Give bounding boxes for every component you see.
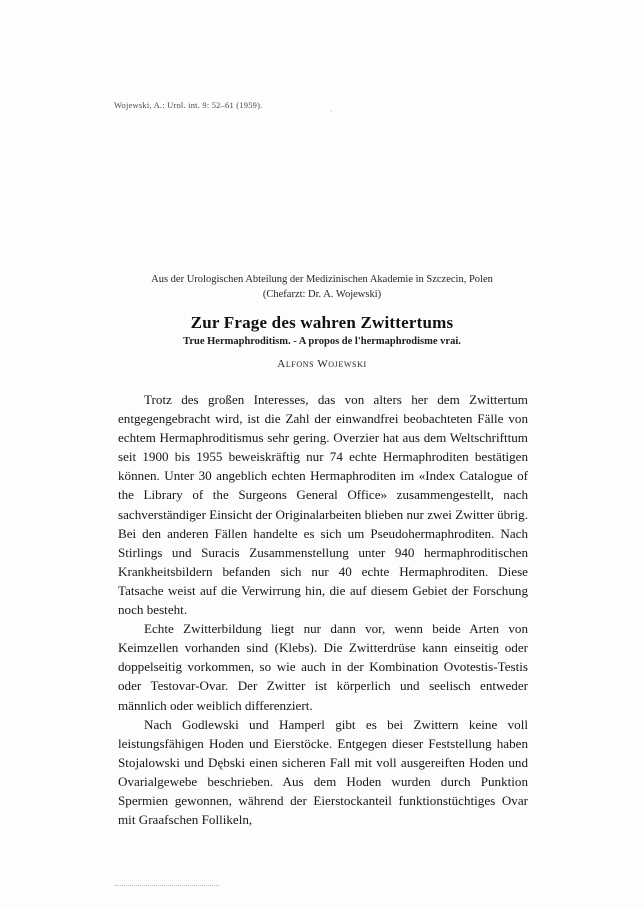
paragraph: Echte Zwitterbildung liegt nur dann vor, wenn beide Arten von Keimzellen vorhanden sind (Klebs). Die Zwitterdrüse kann einseitig oder doppelseitig vorkommen, so wie auch in der Kombination Ovotestis-Testis oder Testovar-Ovar. Der Zwitter ist körperlich und seelisch entweder männlich oder weiblich differenziert. — [118, 621, 528, 713]
paragraph: Nach Godlewski und Hamperl gibt es bei Zwittern keine voll leistungsfähigen Hoden und Eierstöcke. Entgegen dieser Feststellung haben Stojalowski und Dębski einen sicheren Fall mit voll ausgereiften Hoden und Ovarialgewebe beschrieben. Aus dem Hoden wurden durch Punktion Spermien gewonnen, während der Eierstockanteil funktionstüchtiges Ovar mit Graafschen Follikeln, — [118, 716, 528, 828]
running-head: Wojewski, A.: Urol. int. 9: 52–61 (1959). — [114, 100, 263, 110]
author-name: Alfons Wojewski — [277, 358, 367, 370]
page-title: Zur Frage des wahren Zwittertums — [190, 313, 454, 332]
affiliation-line-1: Aus der Urologischen Abteilung der Medizinischen Akademie in Szczecin, Polen — [151, 274, 493, 285]
article-body — [118, 390, 528, 829]
margin-mark: · — [330, 107, 333, 116]
affiliation — [114, 272, 530, 302]
page-subtitle: True Hermaphroditism. - A propos de l'hermaphrodisme vrai. — [183, 336, 461, 347]
footer-rule — [115, 885, 219, 886]
paragraph: Trotz des großen Interesses, das von alters her dem Zwittertum entgegengebracht wird, ist die Zahl der einwandfrei beobachteten Fälle von echtem Hermaphroditismus sehr gering. Overzier hat aus dem Weltschrifttum seit 1900 bis 1955 beweiskräftig nur 74 echte Hermaphroditen bestätigen können. Unter 30 angeblich echten Hermaphroditen im «Index Catalogue of the Library of the Surgeons General Office» zusammengestellt, nach sachverständiger Einsicht der Originalarbeiten blieben nur zwei Zwitter übrig. Bei den anderen Fällen handelte es sich um Pseudohermaphroditen. Nach Stirlings und Suracis Zusammenstellung unter 940 hermaphroditischen Krankheitsbildern befanden sich nur 40 echte Hermaphroditen. Diese Tatsache weist auf die Verwirrung hin, die auf diesem Gebiet der Forschung noch besteht. — [118, 392, 528, 618]
affiliation-line-2: (Chefarzt: Dr. A. Wojewski) — [262, 289, 382, 300]
